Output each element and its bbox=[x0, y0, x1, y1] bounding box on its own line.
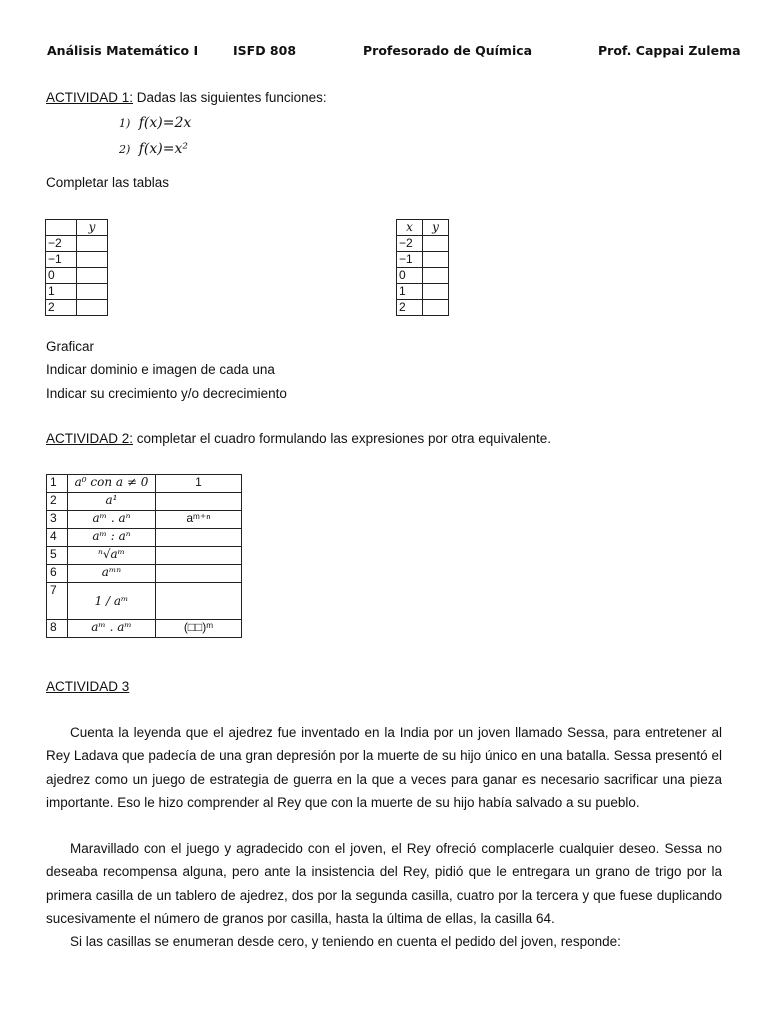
header-institute: ISFD 808 bbox=[233, 43, 297, 58]
table-1-y-cell bbox=[77, 236, 108, 252]
row-number: 3 bbox=[47, 511, 68, 529]
task-domain-image: Indicar dominio e imagen de cada una bbox=[46, 362, 275, 377]
row-expression: aᵐ : aⁿ bbox=[68, 529, 156, 547]
activity-3-label: ACTIVIDAD 3 bbox=[46, 679, 130, 694]
row-expression: aᵐ . aᵐ bbox=[68, 620, 156, 638]
table-row bbox=[47, 620, 242, 638]
row-result: aᵐ⁺ⁿ bbox=[156, 511, 242, 529]
activity-3-paragraph-3: Si las casillas se enumeran desde cero, y teniendo en cuenta el pedido del joven, responde: bbox=[70, 934, 621, 949]
table-2-y-cell bbox=[423, 300, 449, 316]
activity-2-label: ACTIVIDAD 2: bbox=[46, 431, 134, 446]
table-row bbox=[47, 583, 242, 620]
row-expression: a⁰ con a ≠ 0 bbox=[68, 475, 156, 493]
function-2 bbox=[119, 140, 188, 158]
table-1-header-x bbox=[46, 220, 77, 236]
row-expression: aᵐⁿ bbox=[68, 565, 156, 583]
table-row bbox=[47, 547, 242, 565]
row-expression: 1 / aᵐ bbox=[68, 583, 156, 620]
row-result bbox=[156, 565, 242, 583]
table-1-x-cell: 1 bbox=[46, 284, 77, 300]
function-1-number: 1) bbox=[119, 117, 131, 130]
row-result bbox=[156, 529, 242, 547]
activity-2-heading bbox=[46, 431, 551, 446]
row-number: 5 bbox=[47, 547, 68, 565]
table-2-y-cell bbox=[423, 236, 449, 252]
task-growth: Indicar su crecimiento y/o decrecimiento bbox=[46, 386, 287, 401]
header-course: Análisis Matemático I bbox=[47, 43, 199, 58]
row-result bbox=[156, 547, 242, 565]
row-number: 2 bbox=[47, 493, 68, 511]
table-2-x-cell: 0 bbox=[397, 268, 423, 284]
exponent-rules-table bbox=[46, 474, 242, 638]
function-1 bbox=[119, 114, 191, 132]
table-2-y-cell bbox=[423, 268, 449, 284]
activity-1-label: ACTIVIDAD 1: bbox=[46, 90, 134, 105]
table-2-x-cell: −1 bbox=[397, 252, 423, 268]
table-row bbox=[47, 511, 242, 529]
row-number: 8 bbox=[47, 620, 68, 638]
table-2-header-x: x bbox=[397, 220, 423, 236]
table-1-x-cell: 0 bbox=[46, 268, 77, 284]
table-1-y-cell bbox=[77, 300, 108, 316]
table-1-header-y: y bbox=[77, 220, 108, 236]
row-result: (□□)ᵐ bbox=[156, 620, 242, 638]
table-row bbox=[47, 475, 242, 493]
row-result: 1 bbox=[156, 475, 242, 493]
task-graph: Graficar bbox=[46, 339, 95, 354]
values-table-1 bbox=[45, 219, 108, 316]
function-2-expr: f(x)=x² bbox=[138, 141, 188, 157]
table-row bbox=[47, 565, 242, 583]
activity-1-intro: Dadas las siguientes funciones: bbox=[136, 90, 327, 105]
activity-2-intro: completar el cuadro formulando las expresiones por otra equivalente. bbox=[136, 431, 552, 446]
header-professor: Prof. Cappai Zulema bbox=[598, 43, 741, 58]
complete-tables-text: Completar las tablas bbox=[46, 175, 170, 190]
table-1-y-cell bbox=[77, 268, 108, 284]
row-expression: ⁿ√aᵐ bbox=[68, 547, 156, 565]
activity-1-heading bbox=[46, 90, 327, 105]
table-1-y-cell bbox=[77, 284, 108, 300]
table-2-y-cell bbox=[423, 284, 449, 300]
table-2-x-cell: 2 bbox=[397, 300, 423, 316]
row-expression: aᵐ . aⁿ bbox=[68, 511, 156, 529]
row-number: 7 bbox=[47, 583, 68, 620]
table-1-x-cell: −2 bbox=[46, 236, 77, 252]
row-number: 6 bbox=[47, 565, 68, 583]
function-2-number: 2) bbox=[119, 143, 131, 156]
table-row bbox=[47, 493, 242, 511]
row-result bbox=[156, 493, 242, 511]
table-2-header-y: y bbox=[423, 220, 449, 236]
row-number: 1 bbox=[47, 475, 68, 493]
row-result bbox=[156, 583, 242, 620]
header-program: Profesorado de Química bbox=[363, 43, 533, 58]
table-2-y-cell bbox=[423, 252, 449, 268]
table-row bbox=[47, 529, 242, 547]
table-1-x-cell: −1 bbox=[46, 252, 77, 268]
table-2-x-cell: 1 bbox=[397, 284, 423, 300]
activity-3-paragraph-2: Maravillado con el juego y agradecido con el joven, el Rey ofreció complacerle cualquier deseo. Sessa no deseaba recompensa alguna, pero ante la insistencia del Rey, pidió que le entregara un grano de trigo por la primera casilla de un tablero de ajedrez, dos por la segunda casilla, cuatro por la tercera y que fuese duplicando sucesivamente el número de granos por casilla, hasta la última de ellas, la casilla 64. bbox=[46, 841, 722, 926]
table-1-y-cell bbox=[77, 252, 108, 268]
activity-3-paragraph-1: Cuenta la leyenda que el ajedrez fue inventado en la India por un joven llamado Sessa, para entretener al Rey Ladava que padecía de una gran depresión por la muerte de su hijo único en una batalla. Sessa presentó el ajedrez como un juego de estrategia de guerra en la que a veces para ganar es necesario sacrificar una pieza importante. Eso le hizo comprender al Rey que con la muerte de su hijo había salvado a su pueblo. bbox=[46, 725, 722, 810]
table-1-x-cell: 2 bbox=[46, 300, 77, 316]
values-table-2 bbox=[396, 219, 449, 316]
row-number: 4 bbox=[47, 529, 68, 547]
table-2-x-cell: −2 bbox=[397, 236, 423, 252]
row-expression: a¹ bbox=[68, 493, 156, 511]
function-1-expr: f(x)=2x bbox=[138, 115, 192, 131]
